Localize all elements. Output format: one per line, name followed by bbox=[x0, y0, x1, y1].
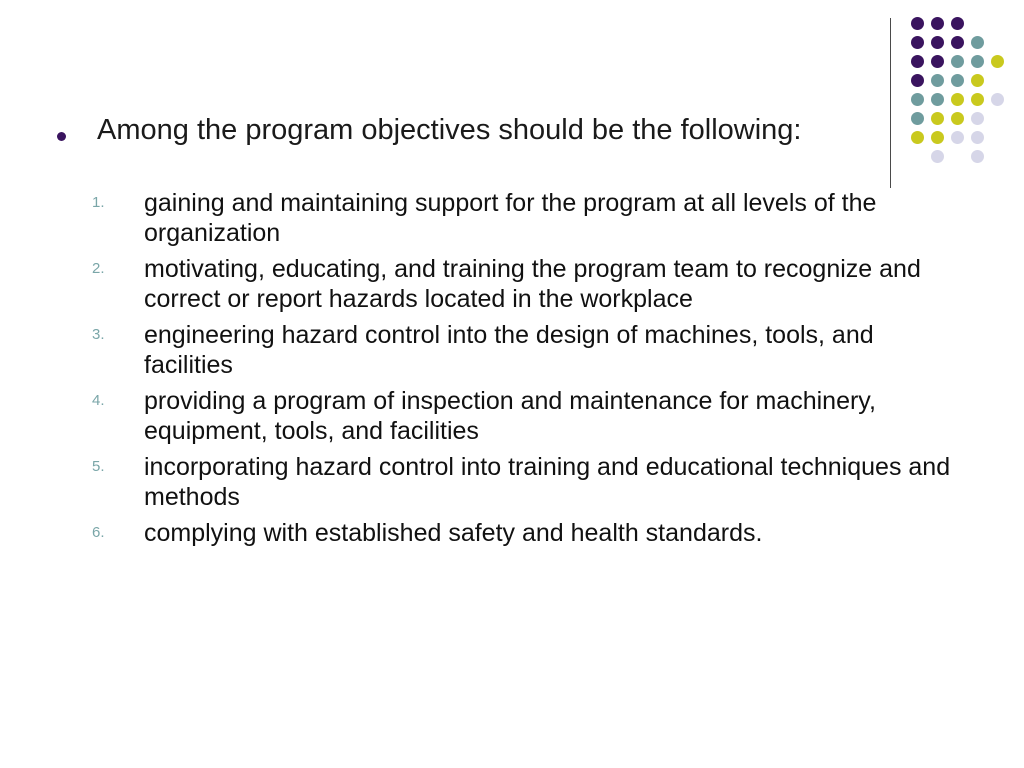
list-item-number: 4. bbox=[92, 392, 105, 409]
list-item-number: 3. bbox=[92, 326, 105, 343]
decorative-dot bbox=[931, 17, 944, 30]
decorative-dot bbox=[971, 131, 984, 144]
decorative-dot bbox=[951, 93, 964, 106]
list-item-number: 5. bbox=[92, 458, 105, 475]
decorative-dot bbox=[951, 55, 964, 68]
main-bullet-text: Among the program objectives should be the following: bbox=[97, 114, 802, 146]
decorative-dot bbox=[931, 93, 944, 106]
list-item bbox=[55, 254, 955, 314]
decorative-dot bbox=[971, 74, 984, 87]
decorative-dot bbox=[991, 131, 1004, 144]
list-item-number: 6. bbox=[92, 524, 105, 541]
list-item-text: engineering hazard control into the design of machines, tools, and facilities bbox=[144, 321, 874, 379]
decorative-dot bbox=[931, 36, 944, 49]
decorative-dot bbox=[971, 93, 984, 106]
decorative-dot bbox=[991, 36, 1004, 49]
list-item bbox=[55, 452, 955, 512]
decorative-dot bbox=[991, 112, 1004, 125]
decorative-dot bbox=[971, 55, 984, 68]
decorative-dot bbox=[971, 36, 984, 49]
decorative-dot bbox=[911, 93, 924, 106]
main-bullet bbox=[55, 115, 955, 146]
decorative-dot bbox=[911, 74, 924, 87]
bullet-icon bbox=[57, 132, 66, 141]
decorative-dot bbox=[931, 74, 944, 87]
list-item-number: 2. bbox=[92, 260, 105, 277]
list-item-text: gaining and maintaining support for the program at all levels of the organization bbox=[144, 189, 877, 247]
decorative-dot bbox=[971, 112, 984, 125]
list-item-text: incorporating hazard control into training and educational techniques and methods bbox=[144, 453, 951, 511]
decorative-dot bbox=[991, 74, 1004, 87]
list-item-text: motivating, educating, and training the program team to recognize and correct or report hazards located in the workplace bbox=[144, 255, 921, 313]
decorative-dot bbox=[991, 93, 1004, 106]
decorative-dot bbox=[971, 150, 984, 163]
decorative-dot bbox=[911, 55, 924, 68]
decorative-dot bbox=[991, 150, 1004, 163]
decorative-dot bbox=[991, 55, 1004, 68]
decorative-dot bbox=[951, 74, 964, 87]
decorative-dot bbox=[911, 36, 924, 49]
list-item-number: 1. bbox=[92, 194, 105, 211]
list-item bbox=[55, 518, 955, 548]
decorative-dot bbox=[971, 17, 984, 30]
list-item bbox=[55, 320, 955, 380]
decorative-dot bbox=[911, 17, 924, 30]
list-item-text: complying with established safety and health standards. bbox=[144, 519, 763, 547]
objectives-list bbox=[55, 188, 955, 548]
list-item bbox=[55, 188, 955, 248]
decorative-dot bbox=[931, 55, 944, 68]
slide-content bbox=[55, 115, 955, 554]
decorative-dot bbox=[951, 36, 964, 49]
decorative-dot bbox=[951, 17, 964, 30]
decorative-dot bbox=[991, 17, 1004, 30]
list-item-text: providing a program of inspection and maintenance for machinery, equipment, tools, and facilities bbox=[144, 387, 876, 445]
list-item bbox=[55, 386, 955, 446]
